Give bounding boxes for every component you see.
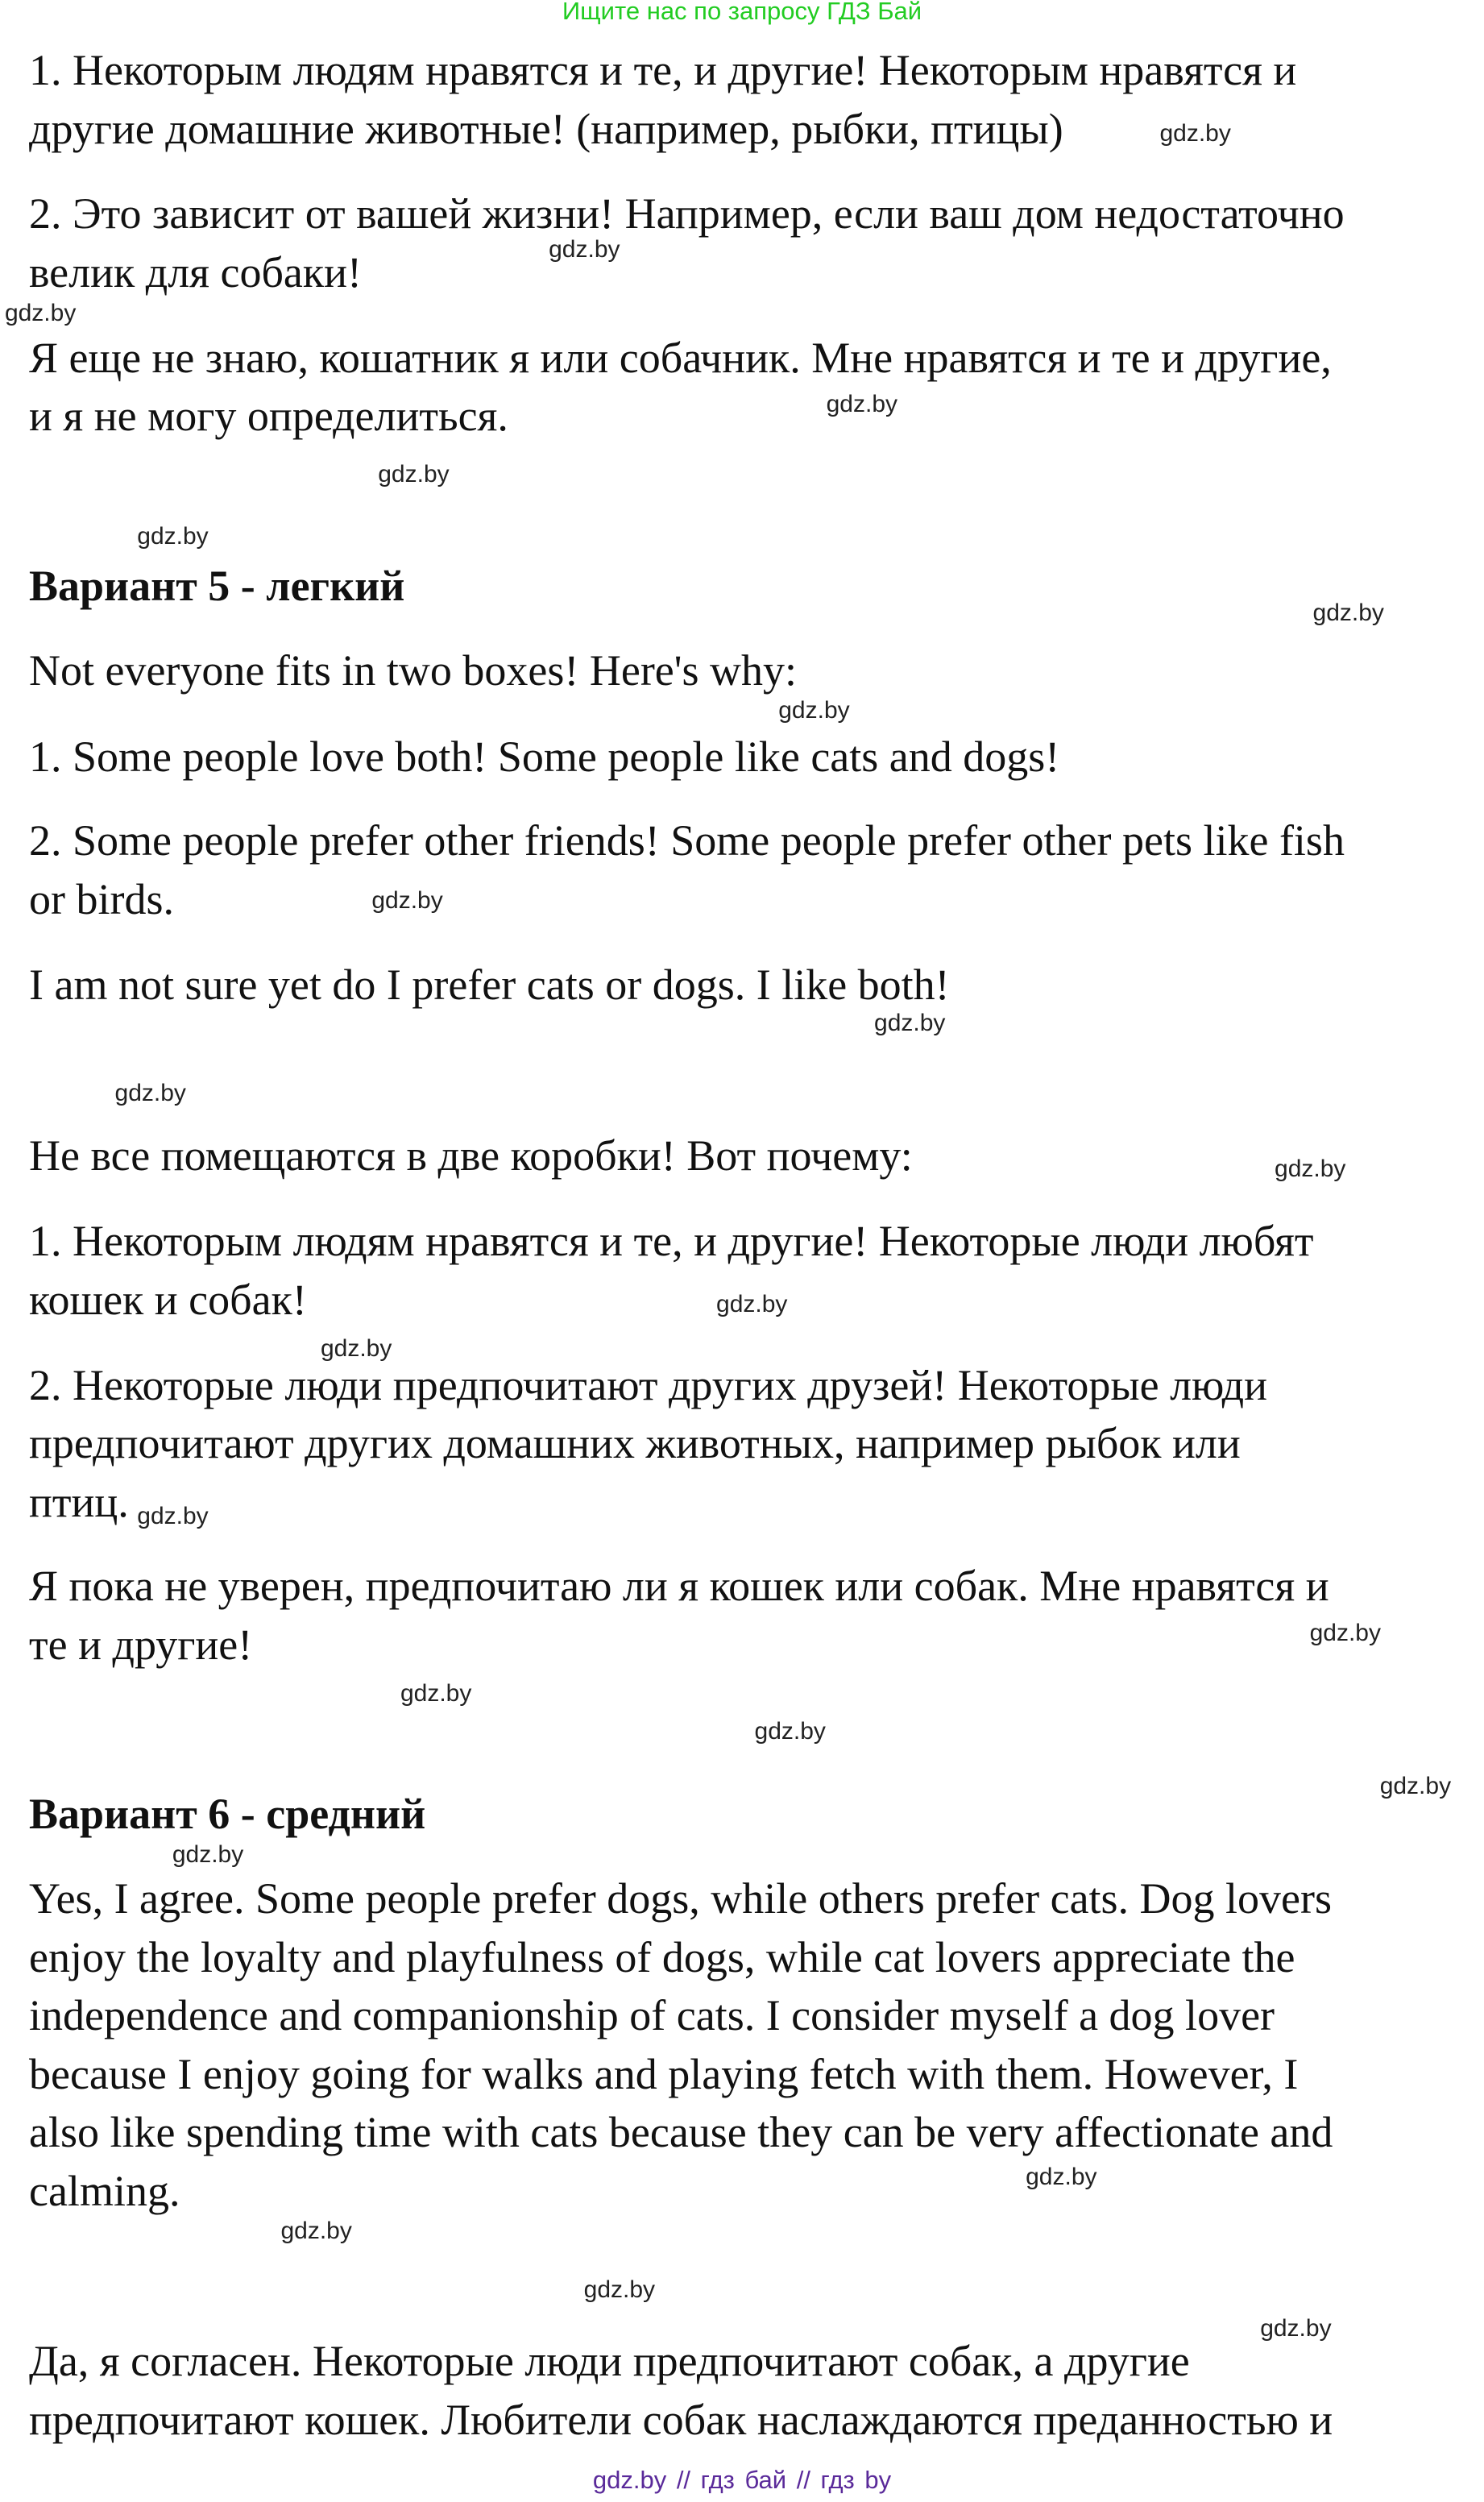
text-line: велик для собаки!	[29, 247, 363, 297]
text-line: Вариант 6 - средний	[29, 1790, 426, 1839]
paragraph	[29, 728, 1059, 786]
watermark: gdz.by	[1159, 119, 1231, 147]
watermark: gdz.by	[378, 461, 450, 488]
text-line: 2. Это зависит от вашей жизни! Например, если ваш дом недостаточно	[29, 189, 1345, 239]
text-line: другие домашние животные! (например, рыбки, птицы)	[29, 104, 1063, 153]
text-line: Я пока не уверен, предпочитаю ли я кошек или собак. Мне нравятся и	[29, 1562, 1329, 1611]
watermark: gdz.by	[4, 300, 77, 327]
watermark: gdz.by	[137, 523, 209, 550]
paragraph	[29, 329, 1332, 446]
text-line: предпочитают кошек. Любители собак наслаждаются преданностью и	[29, 2395, 1333, 2444]
watermark: gdz.by	[280, 2218, 352, 2245]
watermark: gdz.by	[1309, 1619, 1381, 1646]
text-line: Я еще не знаю, кошатник я или собачник. Мне нравятся и те и другие,	[29, 333, 1332, 382]
text-line: и я не могу определиться.	[29, 392, 508, 441]
text-line: Да, я согласен. Некоторые люди предпочитают собак, а другие	[29, 2337, 1190, 2386]
section-heading	[29, 557, 404, 616]
watermark: gdz.by	[826, 391, 898, 418]
watermark: gdz.by	[716, 1290, 788, 1317]
footer-links[interactable]: gdz.by // гдз бай // гдз by	[592, 2466, 892, 2494]
text-line: Yes, I agree. Some people prefer dogs, while others prefer cats. Dog lovers	[29, 1874, 1333, 1923]
section-heading	[29, 1785, 425, 1844]
text-line: or birds.	[29, 874, 174, 923]
header-banner[interactable]: Ищите нас по запросу ГДЗ Бай	[562, 0, 922, 25]
text-line: кошек и собак!	[29, 1275, 307, 1324]
watermark: gdz.by	[549, 236, 620, 263]
watermark: gdz.by	[1275, 1155, 1346, 1182]
paragraph	[29, 1127, 913, 1185]
paragraph	[29, 2332, 1333, 2449]
text-line: I am not sure yet do I prefer cats or dogs. I like both!	[29, 960, 950, 1009]
watermark: gdz.by	[874, 1010, 946, 1037]
text-line: 1. Some people love both! Some people like cats and dogs!	[29, 732, 1060, 781]
watermark: gdz.by	[1379, 1772, 1452, 1799]
watermark: gdz.by	[1026, 2163, 1097, 2190]
paragraph	[29, 41, 1296, 158]
watermark: gdz.by	[371, 886, 443, 914]
text-line: 1. Некоторым людям нравятся и те, и другие! Некоторые люди любят	[29, 1217, 1314, 1266]
text-line: because I enjoy going for walks and playing fetch with them. However, I	[29, 2049, 1299, 2098]
text-line: Вариант 5 - легкий	[29, 561, 405, 610]
watermark: gdz.by	[137, 1503, 209, 1530]
text-line: предпочитают других домашних животных, например рыбок или	[29, 1419, 1241, 1468]
watermark: gdz.by	[172, 1840, 244, 1868]
text-line: Not everyone fits in two boxes! Here's why:	[29, 645, 798, 695]
paragraph	[29, 1557, 1329, 1674]
watermark: gdz.by	[778, 697, 850, 724]
watermark: gdz.by	[1260, 2314, 1332, 2342]
watermark: gdz.by	[400, 1679, 472, 1707]
text-line: enjoy the loyalty and playfulness of dogs, while cat lovers appreciate the	[29, 1932, 1295, 1981]
paragraph	[29, 1212, 1313, 1329]
text-line: птиц.	[29, 1477, 129, 1526]
text-line: 2. Некоторые люди предпочитают других друзей! Некоторые люди	[29, 1360, 1267, 1409]
text-line: also like spending time with cats because they can be very affectionate and	[29, 2108, 1333, 2157]
paragraph	[29, 185, 1345, 301]
watermark: gdz.by	[114, 1080, 186, 1107]
text-line: те и другие!	[29, 1620, 253, 1669]
watermark: gdz.by	[1312, 600, 1384, 627]
paragraph	[29, 1869, 1333, 2220]
text-line: 2. Some people prefer other friends! Some people prefer other pets like fish	[29, 816, 1345, 865]
paragraph	[29, 1356, 1267, 1532]
watermark: gdz.by	[583, 2276, 656, 2304]
text-line: 1. Некоторым людям нравятся и те, и другие! Некоторым нравятся и	[29, 46, 1297, 95]
watermark: gdz.by	[320, 1335, 392, 1363]
paragraph	[29, 956, 950, 1014]
text-line: calming.	[29, 2166, 180, 2215]
watermark: gdz.by	[754, 1718, 826, 1745]
text-line: independence and companionship of cats. I consider myself a dog lover	[29, 1991, 1275, 2040]
paragraph	[29, 811, 1345, 928]
text-line: Не все помещаются в две коробки! Вот почему:	[29, 1131, 913, 1180]
paragraph	[29, 641, 797, 700]
